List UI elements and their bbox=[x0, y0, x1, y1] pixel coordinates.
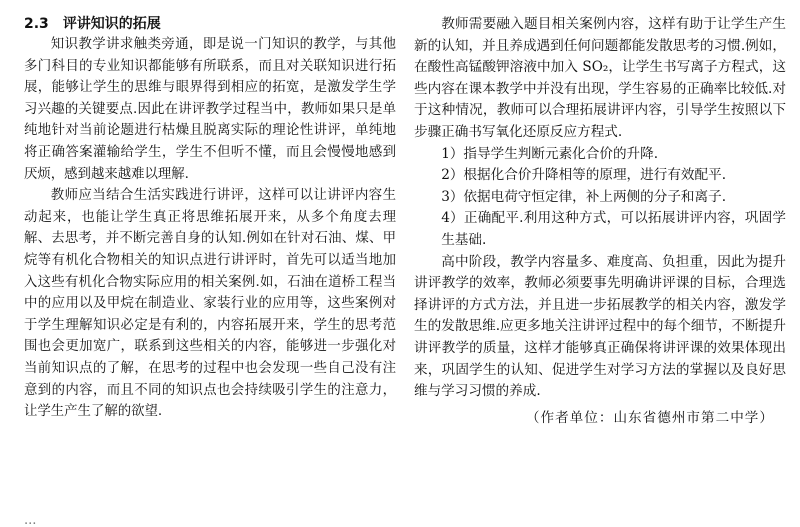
step-item-3: 3）依据电荷守恒定律，补上两侧的分子和离子. bbox=[441, 188, 727, 205]
right-column bbox=[414, 14, 786, 429]
left-column bbox=[24, 14, 396, 423]
step-item-2: 2）根据化合价升降相等的原理，进行有效配平. bbox=[441, 167, 727, 184]
cutoff-text-line: ... bbox=[24, 514, 37, 527]
section-number: 2.3 bbox=[24, 16, 49, 32]
paragraph-life-practice: 教师应当结合生活实践进行讲评，这样可以让讲评内容生动起来，也能让学生真正将思维拓展开来，从多个角度去理解、去思考，并不断完善自身的认知.例如在针对石油、煤、甲烷等有机化合物相关的知识点进行讲评时，首先可以适当地加入这些有机化合物实际应用的相关案例.如，石油在道桥工程当中的应用以及甲烷在制造业、家装行业的应用等，这些案例对于学生理解知识必定是有利的，内容拓展开来，学生的思考范围也会更加宽广，联系到这些相关的内容，能够进一步强化对当前知识点的了解，在思考的过程中也会发现一些自己没有注意到的内容，而且不同的知识点也会持续吸引学生的注意力，让学生产生了解的欲望. bbox=[24, 188, 396, 420]
step-item-4: 4）正确配平.利用这种方式，可以拓展讲评内容，巩固学生基础. bbox=[441, 210, 786, 248]
section-heading bbox=[24, 14, 396, 34]
author-affiliation: （作者单位：山东省德州市第二中学） bbox=[525, 409, 774, 426]
paragraph-knowledge-extension: 知识教学讲求触类旁通，即是说一门知识的教学，与其他多门科目的专业知识都能够有所联系，而且对关联知识进行拓展，能够让学生的思维与眼界得到相应的拓宽，是激发学生学习兴趣的关键要点.因此在讲评教学过程当中，教师如果只是单纯地针对当前论题进行枯燥且脱离实际的理论性讲评，单纯地将正确答案灌输给学生，学生不但听不懂，而且会慢慢地感到厌烦，感到越来越难以理解. bbox=[24, 37, 396, 182]
paragraph-conclusion: 高中阶段，教学内容量多、难度高、负担重，因此为提升讲评教学的效率，教师必须要事先明确讲评课的目标，合理选择讲评的方式方法，并且进一步拓展教学的相关内容，激发学生的发散思维.应更多地关注讲评过程中的每个细节，不断提升讲评教学的质量，这样才能够真正确保将讲评课的效果体现出来，巩固学生的认知、促进学生对学习方法的掌握以及良好思维与学习习惯的养成. bbox=[414, 253, 786, 400]
step-item-1: 1）指导学生判断元素化合价的升降. bbox=[441, 145, 659, 162]
paragraph-case-content: 教师需要融入题目相关案例内容，这样有助于让学生产生新的认知，并且养成遇到任何问题都能发散思考的习惯.例如，在酸性高锰酸钾溶液中加入 SO₂，让学生书写离子方程式，这些内容在课本教学中并没有出现，学生容易的正确率比较低.对于这种情况，教师可以合理拓展讲评内容，引导学生按照以下步骤正确书写氧化还原反应方程式. bbox=[414, 16, 786, 140]
section-title: 评讲知识的拓展 bbox=[62, 16, 161, 32]
